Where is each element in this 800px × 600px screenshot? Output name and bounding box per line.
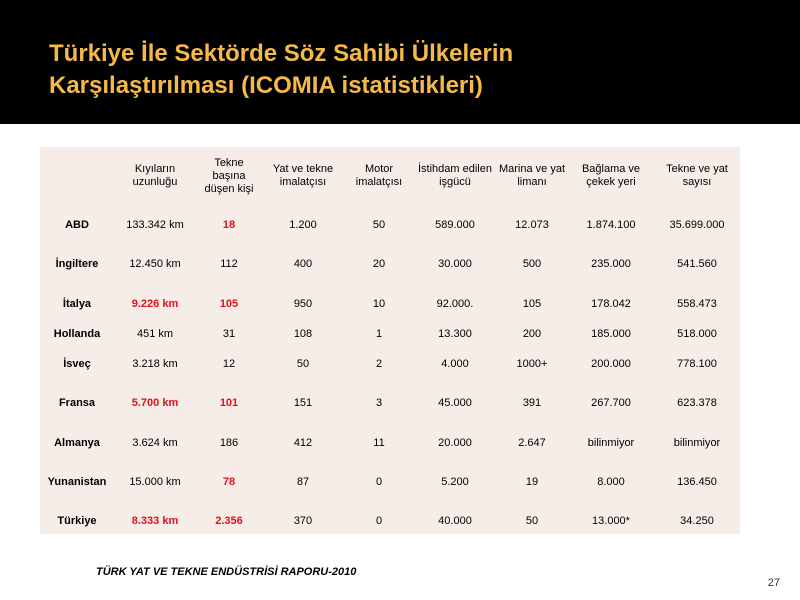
country-cell: İngiltere	[55, 258, 99, 270]
table-cell: 185.000	[591, 327, 631, 340]
table-cell: 9.226 km	[131, 297, 179, 310]
header-cell: İstihdam edilen işgücü	[418, 163, 492, 188]
table-cell: 1	[375, 327, 383, 340]
country-cell: Yunanistan	[47, 475, 107, 488]
table-cell: 50	[296, 357, 310, 370]
table-cell: 13.000*	[592, 514, 630, 527]
slide-title-line-2: Karşılaştırılması (ICOMIA istatistikleri)	[49, 72, 483, 99]
table-cell: 12	[222, 357, 236, 370]
table-cell: 200	[522, 327, 542, 340]
page-number: 27	[767, 577, 780, 589]
country-cell: İtalya	[62, 297, 92, 310]
header-cell: Yat ve tekne imalatçısı	[272, 163, 334, 188]
table-row	[40, 383, 740, 423]
table-cell: 3.218 km	[132, 357, 178, 370]
table-cell: 13.300	[438, 327, 472, 340]
country-cell: Almanya	[54, 436, 100, 449]
header-cell: Bağlama ve çekek yeri	[581, 163, 641, 188]
table-row	[40, 344, 740, 383]
country-cell: ABD	[65, 218, 89, 231]
header-cell: Tekne ve yat sayısı	[666, 163, 728, 188]
table-cell: 0	[375, 514, 383, 527]
table-cell: 20	[372, 258, 386, 270]
country-cell: İsveç	[63, 357, 91, 370]
table-cell: 518.000	[677, 327, 717, 340]
table-row	[40, 323, 740, 344]
table-cell: 451 km	[136, 327, 174, 340]
table-cell: 18	[222, 218, 236, 231]
table-cell: 178.042	[591, 297, 631, 310]
table-cell: 1000+	[516, 357, 548, 370]
table-cell: 370	[293, 514, 313, 527]
statistics-table	[40, 147, 740, 540]
statistics-table-container	[40, 147, 740, 534]
table-cell: 267.700	[591, 397, 631, 409]
header-cell: Kıyıların uzunluğu	[132, 163, 178, 188]
table-cell: 92.000.	[436, 297, 474, 310]
table-cell: 8.333 km	[131, 514, 179, 527]
table-cell: 1.200	[289, 218, 317, 231]
table-cell: 50	[525, 514, 539, 527]
table-cell: 50	[372, 218, 386, 231]
table-cell: 1.874.100	[586, 218, 636, 231]
table-cell: 2	[375, 357, 383, 370]
header-cell: Marina ve yat limanı	[498, 163, 566, 188]
table-row	[40, 423, 740, 462]
table-cell: 558.473	[677, 297, 717, 310]
table-row	[40, 462, 740, 501]
header-cell-country	[40, 147, 114, 205]
table-cell: 623.378	[677, 397, 717, 409]
country-cell: Hollanda	[53, 327, 101, 340]
table-cell: 589.000	[435, 218, 475, 231]
table-cell: 778.100	[677, 357, 717, 370]
table-cell: 4.000	[441, 357, 469, 370]
table-cell: 35.699.000	[669, 218, 725, 231]
table-cell: 5.200	[441, 475, 469, 488]
table-cell: 5.700 km	[131, 397, 179, 409]
slide-title	[49, 38, 729, 102]
table-cell: 108	[293, 327, 313, 340]
table-cell: 101	[219, 397, 239, 409]
table-cell: 400	[293, 258, 313, 270]
table-cell: 15.000 km	[129, 475, 181, 488]
table-header-row	[40, 147, 740, 205]
table-cell: 30.000	[438, 258, 472, 270]
table-row	[40, 284, 740, 323]
table-cell: 19	[525, 475, 539, 488]
table-cell: 3	[375, 397, 383, 409]
table-cell: 45.000	[438, 397, 472, 409]
table-cell: 2.647	[518, 436, 546, 449]
table-cell: 186	[219, 436, 239, 449]
table-cell: 78	[222, 475, 236, 488]
table-cell: 20.000	[438, 436, 472, 449]
table-cell: 235.000	[591, 258, 631, 270]
table-cell: 0	[375, 475, 383, 488]
table-cell: 950	[293, 297, 313, 310]
table-cell: 31	[222, 327, 236, 340]
table-cell: 112	[220, 258, 238, 270]
title-bar	[0, 0, 800, 124]
table-cell: 412	[293, 436, 313, 449]
table-row	[40, 501, 740, 540]
table-cell: 11	[373, 436, 385, 449]
table-cell: 105	[522, 297, 542, 310]
table-cell: bilinmiyor	[587, 436, 635, 449]
country-cell: Fransa	[58, 397, 96, 409]
table-cell: 34.250	[680, 514, 714, 527]
table-cell: 87	[296, 475, 310, 488]
header-cell: Motor imalatçısı	[355, 163, 403, 188]
slide-title-line-1: Türkiye İle Sektörde Söz Sahibi Ülkelerin	[49, 40, 514, 67]
table-cell: 151	[293, 397, 313, 409]
table-cell: 12.073	[515, 218, 549, 231]
table-row	[40, 244, 740, 284]
table-row	[40, 205, 740, 244]
table-cell: bilinmiyor	[673, 436, 721, 449]
table-cell: 10	[372, 297, 386, 310]
table-cell: 541.560	[677, 258, 717, 270]
table-cell: 2.356	[215, 514, 243, 527]
table-cell: 200.000	[591, 357, 631, 370]
table-body	[40, 205, 740, 540]
table-cell: 500	[522, 258, 542, 270]
country-cell: Türkiye	[57, 514, 97, 527]
table-cell: 3.624 km	[132, 436, 178, 449]
source-footnote: TÜRK YAT VE TEKNE ENDÜSTRİSİ RAPORU-2010	[96, 566, 357, 578]
header-cell: Tekne başına düşen kişi	[204, 156, 254, 195]
table-cell: 136.450	[677, 475, 717, 488]
table-cell: 40.000	[438, 514, 472, 527]
table-cell: 391	[522, 397, 542, 409]
table-cell: 133.342 km	[126, 218, 184, 231]
table-cell: 8.000	[597, 475, 625, 488]
table-cell: 12.450 km	[129, 258, 181, 270]
table-cell: 105	[219, 297, 239, 310]
